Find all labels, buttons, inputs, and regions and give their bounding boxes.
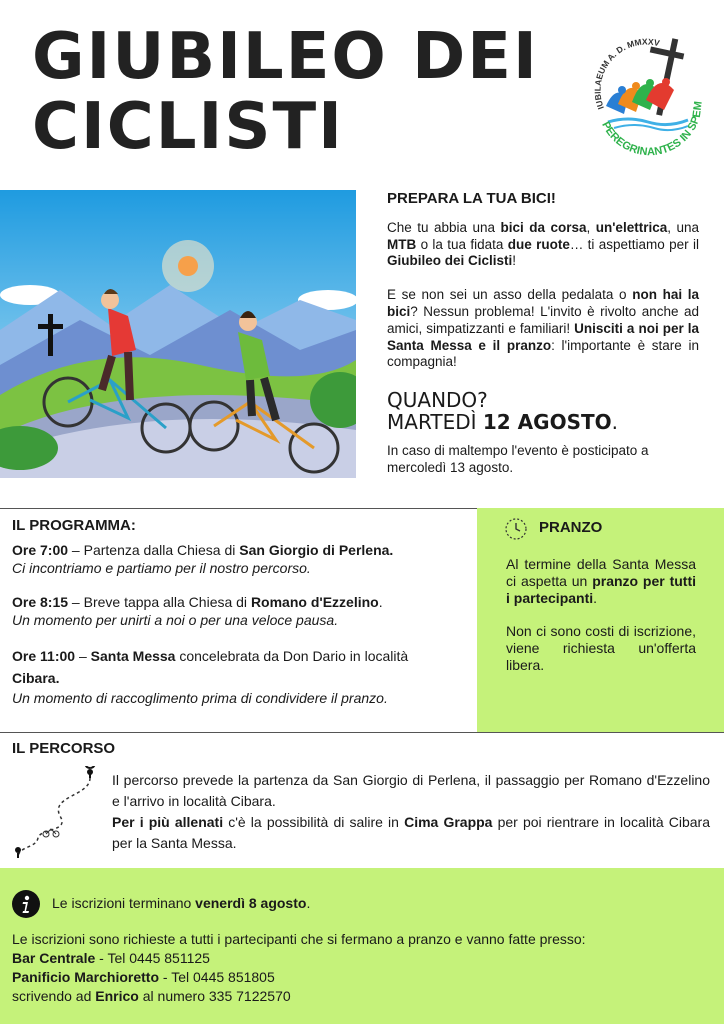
date-bold: 12 AGOSTO [482, 410, 612, 435]
bold-text: Unisciti a noi per la Santa Messa e il pranzo [387, 320, 700, 353]
text: . [378, 594, 383, 610]
time: Ore 11:00 [12, 648, 76, 664]
time: Ore 8:15 [12, 594, 69, 610]
title-line-1: GIUBILEO DEI [32, 20, 539, 94]
text: . [306, 895, 311, 911]
contact-detail: - Tel 0445 851805 [159, 969, 275, 985]
percorso-paragraph-2 [112, 812, 710, 854]
bold-text: Per i più allenati [112, 814, 224, 830]
text: – Partenza dalla Chiesa di [68, 542, 240, 558]
programma-section [12, 517, 474, 707]
bold-text: Enrico [95, 988, 139, 1004]
percorso-body [112, 770, 710, 854]
bold-text: bici da corsa [500, 219, 587, 235]
text: E se non sei un asso della pedalata o [387, 287, 633, 303]
bold-text: pranzo per tutti i partecipanti [506, 573, 697, 606]
text: o la tua fidata [416, 236, 508, 252]
text: ! [512, 253, 517, 269]
place: San Giorgio di Perlena. [239, 542, 394, 558]
cyclists-illustration [0, 190, 356, 478]
text: concelebrata da Don Dario in località [175, 648, 409, 664]
contact-name: Panificio Marchioretto [12, 969, 160, 985]
text: – [75, 648, 91, 664]
prepara-section [387, 191, 699, 477]
text: , una [667, 219, 699, 235]
time: Ore 7:00 [12, 542, 69, 558]
bold-text: non hai la bici [387, 287, 699, 319]
title-line-2: CICLISTI [32, 90, 344, 164]
pranzo-heading: PRANZO [539, 519, 603, 536]
place: Santa Messa [90, 648, 176, 664]
text: scrivendo ad [12, 988, 96, 1004]
text: . [593, 590, 598, 606]
bold-text: Giubileo dei Ciclisti [387, 253, 513, 269]
pranzo-paragraph-2: Non ci sono costi di iscrizione, viene richiesta un'offerta libera. [506, 623, 696, 673]
program-note-1: Ci incontriamo e partiamo per il nostro percorso. [12, 560, 311, 576]
iscrizioni-body [12, 930, 712, 1006]
logo-ring-text: PEREGRINANTES IN SPEM [599, 100, 705, 158]
place: Cibara. [12, 670, 60, 686]
prepara-heading: PREPARA LA TUA BICI! [387, 190, 556, 207]
contact-enrico [12, 987, 712, 1006]
contact-bar-centrale [12, 949, 712, 968]
divider-mid [0, 732, 724, 733]
percorso-paragraph-1: Il percorso prevede la partenza da San Giorgio di Perlena, il passaggio per Romano d'Ezzelino e l'arrivo in località Cibara. [112, 772, 710, 809]
percorso-heading: IL PERCORSO [12, 740, 116, 757]
text: : l'importante è stare in compagnia! [387, 337, 699, 370]
bold-text: venerdì 8 agosto [195, 895, 307, 911]
programma-heading: IL PROGRAMMA: [12, 517, 136, 534]
program-note-2: Un momento per unirti a noi o per una veloce pausa. [12, 612, 339, 628]
text: Al termine della Santa Messa ci aspetta un [506, 556, 696, 589]
text: al numero 335 7122570 [138, 988, 291, 1004]
bold-text: un'elettrica [595, 219, 668, 235]
text: … ti aspettiamo per il [569, 236, 699, 252]
bold-text: MTB [387, 236, 417, 252]
info-icon [12, 890, 40, 923]
place: Romano d'Ezzelino [250, 594, 379, 610]
bold-text: Cima Grappa [404, 814, 493, 830]
text: Che tu abbia una [387, 219, 501, 235]
route-map-icon [10, 766, 100, 869]
iscrizioni-deadline [52, 895, 310, 911]
program-item-3 [12, 645, 442, 689]
contact-panificio [12, 968, 712, 987]
date-suffix: . [611, 410, 618, 435]
maltempo-note: In caso di maltempo l'evento è posticipato a mercoledì 13 agosto. [387, 443, 649, 475]
contact-detail: - Tel 0445 851125 [95, 950, 210, 966]
jubilee-logo [588, 28, 710, 158]
page-title [32, 22, 552, 162]
bold-text: due ruote [507, 236, 570, 252]
prepara-paragraph-2 [387, 287, 699, 371]
text: Le iscrizioni terminano [52, 895, 196, 911]
program-item-2 [12, 593, 474, 611]
program-note-3: Un momento di raccoglimento prima di condividere il pranzo. [12, 690, 388, 706]
program-item-1 [12, 541, 474, 559]
date-prefix: MARTEDÌ [387, 410, 483, 435]
logo-top-text: IUBILAEUM A. D. MMXXV [592, 36, 661, 111]
clock-icon [504, 517, 528, 546]
cross-icon [48, 314, 53, 356]
text: ? Nessun problema! L'invito è rivolto anche ad amici, simpatizzanti e familiari! [387, 303, 699, 336]
text: , [586, 219, 596, 235]
pranzo-body [506, 556, 696, 674]
prepara-paragraph-1 [387, 220, 699, 270]
pranzo-paragraph-1 [506, 556, 696, 607]
text: – Breve tappa alla Chiesa di [68, 594, 251, 610]
quando-label: QUANDO? [387, 388, 488, 413]
text: c'è la possibilità di salire in [223, 814, 405, 830]
quando-date [387, 411, 699, 433]
iscrizioni-intro: Le iscrizioni sono richieste a tutti i partecipanti che si fermano a pranzo e vanno fatte presso: [12, 931, 586, 947]
text: per poi rientrare in località Cibara per la Santa Messa. [112, 814, 711, 851]
contact-name: Bar Centrale [12, 950, 96, 966]
